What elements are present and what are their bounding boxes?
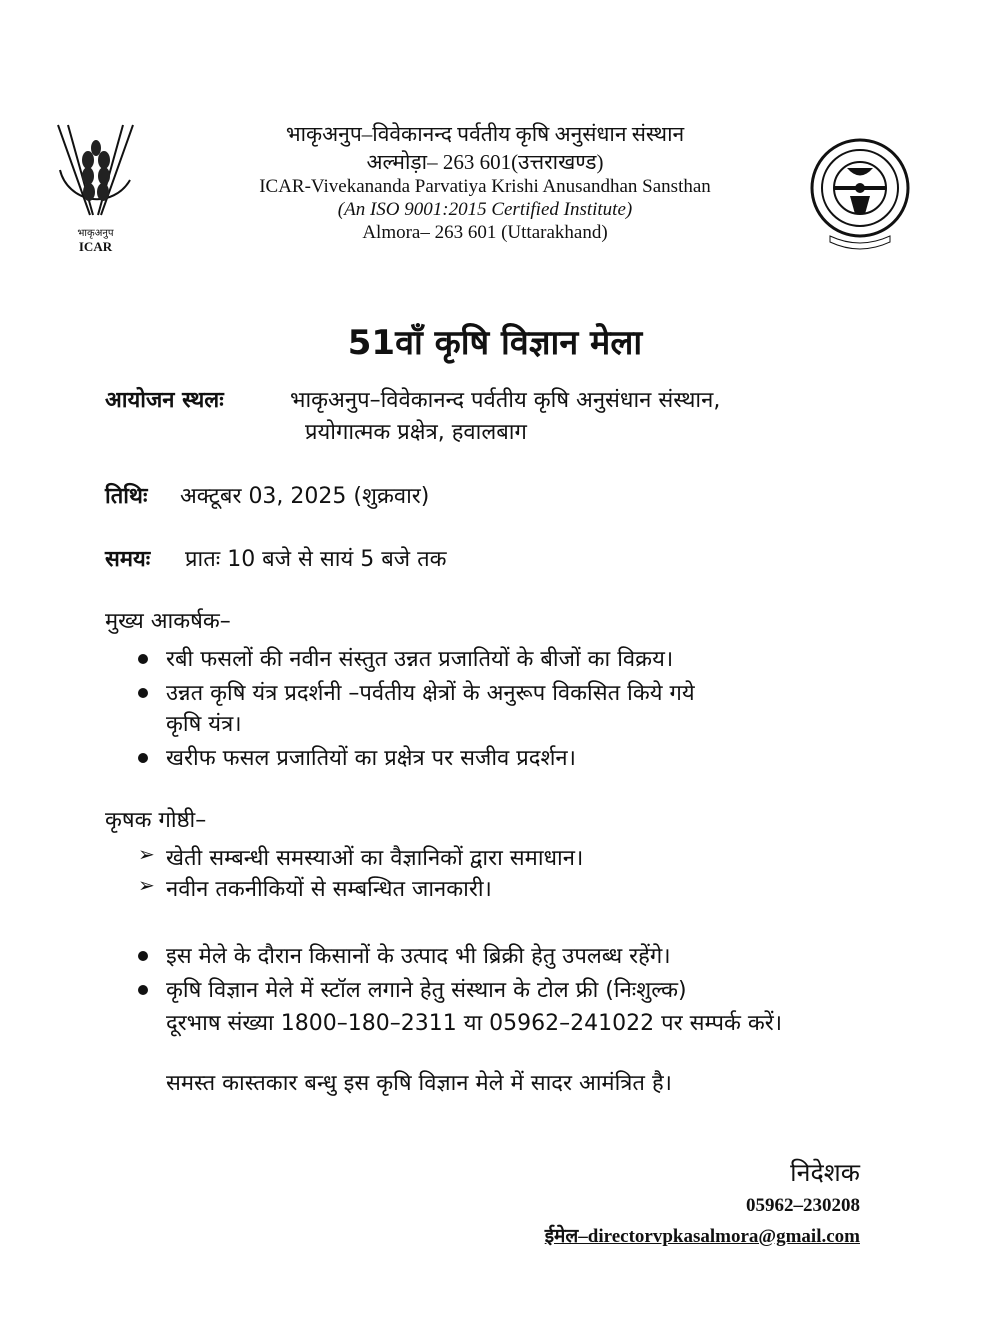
venue-line-2: प्रयोगात्मक प्रक्षेत्र, हवालबाग — [305, 420, 527, 445]
date-label: तिथिः — [105, 484, 148, 509]
signatory-title: निदेशक — [790, 1158, 860, 1187]
bullet-icon — [138, 951, 148, 961]
venue-line-1: भाकृअनुप–विवेकानन्द पर्वतीय कृषि अनुसंधान संस्थान, — [290, 388, 721, 413]
seminar-item: नवीन तकनीकियों से सम्बन्धित जानकारी। — [166, 877, 492, 902]
bullet-icon — [138, 688, 148, 698]
note-item: कृषि विज्ञान मेले में स्टॉल लगाने हेतु संस्थान के टोल फ्री (निःशुल्क) — [166, 978, 687, 1003]
icar-logo — [48, 120, 143, 254]
signatory-email[interactable]: ईमेल–directorvpkasalmora@gmail.com — [544, 1226, 860, 1247]
institute-emblem — [805, 128, 915, 257]
attraction-item: खरीफ फसल प्रजातियों का प्रक्षेत्र पर सजीव प्रदर्शन। — [166, 746, 576, 771]
iso-certification: (An ISO 9001:2015 Certified Institute) — [337, 199, 633, 220]
attraction-item: उन्नत कृषि यंत्र प्रदर्शनी –पर्वतीय क्षेत्रों के अनुरूप विकसित किये गये — [166, 681, 695, 706]
wheat-icon — [48, 120, 143, 225]
date-value: अक्टूबर 03, 2025 (शुक्रवार) — [180, 484, 430, 509]
bullet-icon — [138, 985, 148, 995]
logo-text-hindi: भाकृअनुप — [77, 228, 114, 239]
time-label: समयः — [105, 547, 151, 572]
institute-name-english: ICAR-Vivekananda Parvatiya Krishi Anusandhan Sansthan — [259, 176, 711, 197]
attractions-heading: मुख्य आकर्षक– — [105, 609, 231, 634]
seminar-item: खेती सम्बन्धी समस्याओं का वैज्ञानिकों द्वारा समाधान। — [166, 846, 584, 871]
attraction-item: रबी फसलों की नवीन संस्तुत उन्नत प्रजातियों के बीजों का विक्रय। — [166, 647, 674, 672]
time-value: प्रातः 10 बजे से सायं 5 बजे तक — [185, 547, 447, 572]
venue-label: आयोजन स्थलः — [105, 388, 224, 413]
bullet-icon — [138, 753, 148, 763]
address-hindi: अल्मोड़ा– 263 601(उत्तराखण्ड) — [366, 150, 604, 174]
seminar-heading: कृषक गोष्ठी– — [105, 808, 207, 833]
note-item-continued: दूरभाष संख्या 1800–180–2311 या 05962–241022 पर सम्पर्क करें। — [166, 1011, 783, 1036]
emblem-icon — [805, 128, 915, 253]
invitation-text: समस्त कास्तकार बन्धु इस कृषि विज्ञान मेले में सादर आमंत्रित है। — [166, 1071, 672, 1096]
institute-name-hindi: भाकृअनुप–विवेकानन्द पर्वतीय कृषि अनुसंधान संस्थान — [285, 122, 685, 146]
arrow-icon: ➢ — [138, 842, 155, 866]
note-item: इस मेले के दौरान किसानों के उत्पाद भी ब्रिक्री हेतु उपलब्ध रहेंगे। — [166, 944, 671, 969]
bullet-icon — [138, 654, 148, 664]
logo-text-icar: ICAR — [78, 239, 113, 254]
signatory-phone: 05962–230208 — [746, 1195, 860, 1216]
address-english: Almora– 263 601 (Uttarakhand) — [362, 222, 608, 243]
attraction-item-continued: कृषि यंत्र। — [166, 712, 242, 737]
arrow-icon: ➢ — [138, 873, 155, 897]
page-title: 51वाँ कृषि विज्ञान मेला — [347, 323, 643, 363]
